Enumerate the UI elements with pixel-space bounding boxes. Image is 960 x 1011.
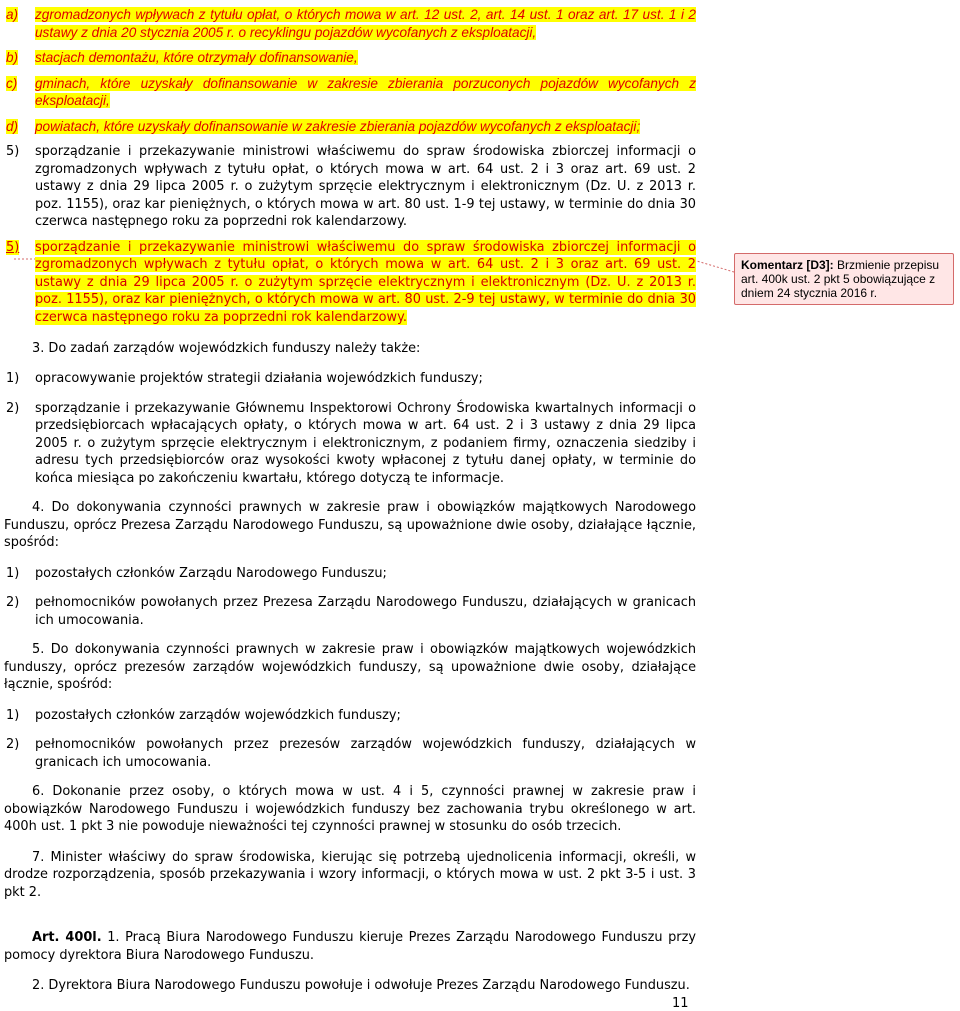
paragraph-6: 6. Dokonanie przez osoby, o których mowa w ust. 4 i 5, czynności prawnej w zakresie praw i obowiązków Narodowego Funduszu i wojewódzkich funduszy bez zachowania trybu określonego w art. 400h ust. 1 pkt 3 nie powoduje nieważności tej czynności prawnej w stosunku do osób trzecich. <box>4 784 696 835</box>
para5-item-2: 2) pełnomocników powołanych przez prezesów zarządów wojewódzkich funduszy, działających w granicach ich umocowania. <box>6 737 696 770</box>
para4-item-1: 1) pozostałych członków Zarządu Narodowego Funduszu; <box>6 565 387 581</box>
paragraph-4: 4. Do dokonywania czynności prawnych w zakresie praw i obowiązków majątkowych Narodowego Funduszu, oprócz Prezesa Zarządu Narodowego Funduszu, są upoważnione dwie osoby, działające łącznie, spośród: <box>4 500 696 551</box>
paragraph-3: 3. Do zadań zarządów wojewódzkich funduszy należy także: <box>32 341 421 356</box>
item-5-new-revision[interactable]: 5) sporządzanie i przekazywanie ministrowi właściwemu do spraw środowiska zbiorczej informacji o zgromadzonych wpływach z tytułu opłat, o których mowa w art. 64 ust. 2 i 3 oraz art. 69 ust. 2 ustawy z dnia 29 lipca 2005 r. o zużytym sprzęcie elektrycznym i elektronicznym (Dz. U. z 2013 r. poz. 1155), oraz kar pieniężnych, o których mowa w art. 80 ust. 2-9 tej ustawy, w terminie do dnia 30 czerwca następnego roku za poprzedni rok kalendarzowy. <box>6 239 696 325</box>
paragraph-5: 5. Do dokonywania czynności prawnych w zakresie praw i obowiązków majątkowych wojewódzkich funduszy, oprócz prezesów zarządów wojewódzkich funduszy, są upoważnione dwie osoby, działające łącznie, spośród: <box>4 642 696 693</box>
comment-author: Komentarz [D3]: <box>741 258 834 272</box>
item-5-old: 5) sporządzanie i przekazywanie ministrowi właściwemu do spraw środowiska zbiorczej informacji o zgromadzonych wpływach z tytułu opłat, o których mowa w art. 64 ust. 2 i 3 oraz art. 69 ust. 2 ustawy z dnia 29 lipca 2005 r. o zużytym sprzęcie elektrycznym i elektronicznym (Dz. U. z 2013 r. poz. 1155), oraz kar pieniężnych, o których mowa w art. 80 ust. 1-9 tej ustawy, w terminie do dnia 30 czerwca następnego roku za poprzedni rok kalendarzowy. <box>6 144 696 229</box>
comment-balloon[interactable] <box>734 253 954 305</box>
article-400l-para-2: 2. Dyrektora Biura Narodowego Funduszu powołuje i odwołuje Prezes Zarządu Narodowego Funduszu. <box>32 977 690 993</box>
paragraph-7: 7. Minister właściwy do spraw środowiska, kierując się potrzebą ujednolicenia informacji, określi, w drodze rozporządzenia, sposób przekazywania i wzory informacji, o których mowa w ust. 2 pkt 3-5 i ust. 3 pkt 2. <box>4 849 696 900</box>
list-item-c: c) gminach, które uzyskały dofinansowanie w zakresie zbierania porzuconych pojazdów wycofanych z eksploatacji, <box>6 75 696 108</box>
list-item-a: a) zgromadzonych wpływach z tytułu opłat, o których mowa w art. 12 ust. 2, art. 14 ust. 1 oraz art. 17 ust. 1 i 2 ustawy z dnia 20 stycznia 2005 r. o recyklingu pojazdów wycofanych z eksploatacji, <box>6 7 696 40</box>
para3-item-2: 2) sporządzanie i przekazywanie Głównemu Inspektorowi Ochrony Środowiska kwartalnych informacji o przedsiębiorcach wpłacających opłaty, o których mowa w art. 64 ust. 2 i 3 ustawy z dnia 29 lipca 2005 r. o zużytym sprzęcie elektrycznym i elektronicznym, z podaniem firmy, oznaczenia siedziby i adresu tych przedsiębiorców oraz wysokości kwoty wpłaconej z tytułu danej opłaty, w terminie do końca miesiąca po zakończeniu kwartału, którego dotyczą te informacje. <box>6 400 696 486</box>
document-body <box>4 6 696 1007</box>
article-400l-title: Art. 400l. <box>32 930 102 946</box>
article-400l-para-1: Art. 400l. 1. Pracą Biura Narodowego Funduszu kieruje Prezes Zarządu Narodowego Funduszu przy pomocy dyrektora Biura Narodowego Funduszu. <box>4 930 696 963</box>
comment-text: Brzmienie przepisu art. 400k ust. 2 pkt 5 obowiązujące z dniem 24 stycznia 2016 r. <box>741 258 940 300</box>
para4-item-2: 2) pełnomocników powołanych przez Prezesa Zarządu Narodowego Funduszu, działających w granicach ich umocowania. <box>6 595 696 628</box>
para3-item-1: 1) opracowywanie projektów strategii działania wojewódzkich funduszy; <box>6 371 483 387</box>
page-number: 11 <box>672 996 689 1011</box>
list-item-b: b) stacjach demontażu, które otrzymały dofinansowanie, <box>6 50 358 65</box>
list-item-d: d) powiatach, które uzyskały dofinansowanie w zakresie zbierania pojazdów wycofanych z eksploatacji; <box>6 118 641 134</box>
para5-item-1: 1) pozostałych członków zarządów wojewódzkich funduszy; <box>6 707 401 723</box>
